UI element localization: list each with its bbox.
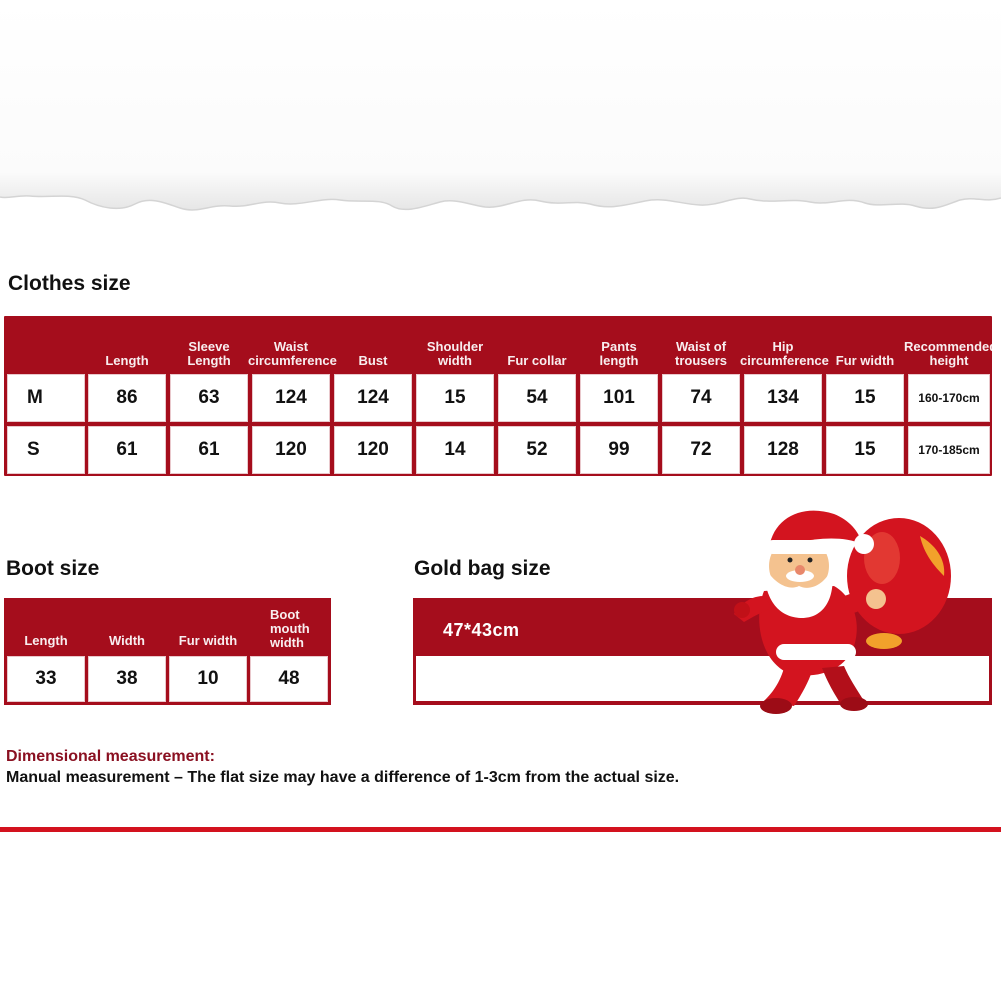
clothes-value-cell: 54 — [498, 374, 576, 422]
clothes-header-cell: Length — [105, 353, 149, 368]
santa-with-sack-icon — [724, 496, 954, 726]
boot-header-cell: Fur width — [178, 633, 238, 648]
clothes-value-cell: 134 — [744, 374, 822, 422]
clothes-value-cell: 15 — [416, 374, 494, 422]
clothes-value-cell: 124 — [334, 374, 412, 422]
clothes-value-cell: 170-185cm — [908, 426, 990, 474]
clothes-header-cell: Sleeve Length — [187, 339, 231, 368]
clothes-value-cell: 124 — [252, 374, 330, 422]
size-label-cell: S — [7, 426, 85, 474]
clothes-header-cell: Waist circumference — [248, 339, 337, 368]
clothes-value-cell: 74 — [662, 374, 740, 422]
clothes-header-cell: Hip circumference — [740, 339, 829, 368]
boot-size-table — [4, 598, 331, 705]
clothes-size-title: Clothes size — [8, 272, 131, 295]
clothes-header-cell: Bust — [358, 353, 388, 368]
boot-value-cell: 33 — [7, 656, 85, 702]
boot-size-title: Boot size — [6, 557, 100, 580]
clothes-value-cell: 61 — [170, 426, 248, 474]
clothes-value-cell: 128 — [744, 426, 822, 474]
clothes-value-cell: 120 — [334, 426, 412, 474]
boot-value-cell: 38 — [88, 656, 166, 702]
clothes-size-table — [4, 316, 998, 476]
measurement-note-title: Dimensional measurement: — [6, 748, 215, 765]
fur-trim-decoration — [0, 0, 1001, 230]
clothes-header-cell: Fur width — [835, 353, 895, 368]
size-label-cell: M — [7, 374, 85, 422]
clothes-value-cell: 15 — [826, 426, 904, 474]
clothes-header-cell: Shoulder width — [426, 339, 484, 368]
clothes-value-cell: 99 — [580, 426, 658, 474]
red-divider-line — [0, 827, 1001, 832]
boot-value-cell: 10 — [169, 656, 247, 702]
clothes-value-cell: 120 — [252, 426, 330, 474]
clothes-value-cell: 52 — [498, 426, 576, 474]
boot-value-cell: 48 — [250, 656, 328, 702]
clothes-value-cell: 14 — [416, 426, 494, 474]
clothes-value-cell: 61 — [88, 426, 166, 474]
clothes-value-cell: 86 — [88, 374, 166, 422]
clothes-value-cell: 15 — [826, 374, 904, 422]
boot-header-cell: Width — [109, 633, 145, 648]
clothes-header-cell: Pants length — [599, 339, 639, 368]
clothes-header-cell: Recommended height — [904, 339, 998, 368]
clothes-value-cell: 160-170cm — [908, 374, 990, 422]
clothes-value-cell: 101 — [580, 374, 658, 422]
gold-bag-size-value: 47*43cm — [443, 620, 520, 640]
measurement-note-text: Manual measurement – The flat size may have a difference of 1-3cm from the actual size. — [6, 769, 680, 786]
boot-header-cell: Boot mouth width — [270, 607, 310, 650]
clothes-value-cell: 72 — [662, 426, 740, 474]
boot-header-cell: Length — [24, 633, 68, 648]
clothes-header-cell: Fur collar — [507, 353, 567, 368]
gold-bag-size-title: Gold bag size — [414, 557, 551, 580]
clothes-header-cell: Waist of trousers — [674, 339, 728, 368]
clothes-value-cell: 63 — [170, 374, 248, 422]
